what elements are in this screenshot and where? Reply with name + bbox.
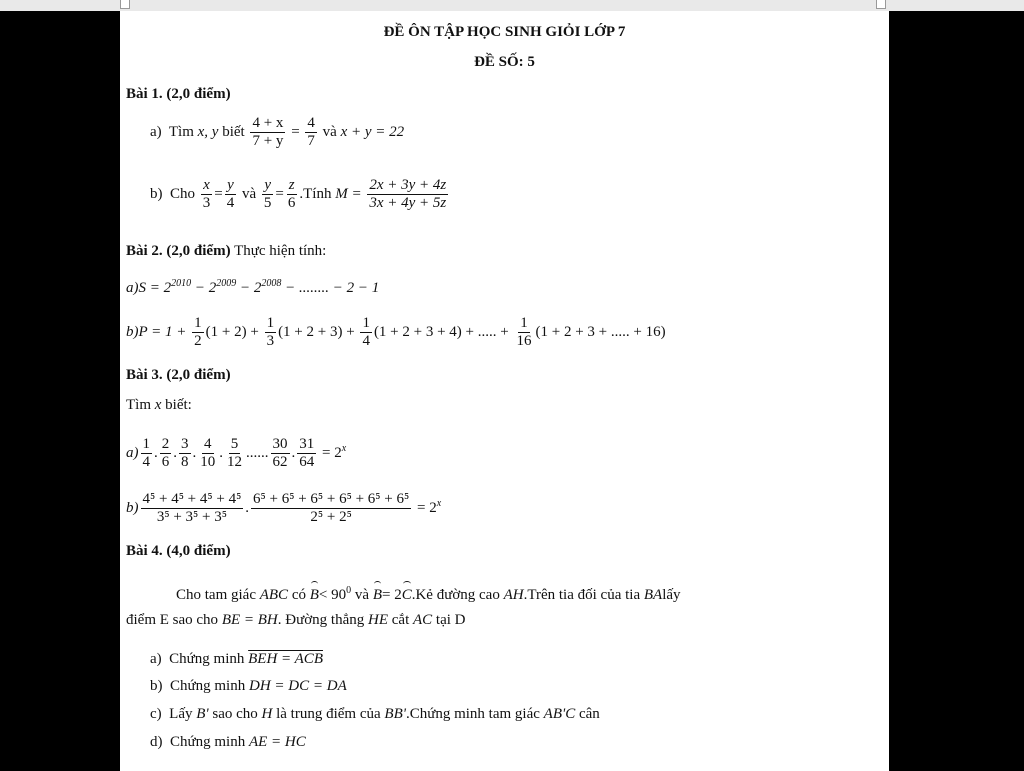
bai4-paragraph-2 <box>126 611 465 629</box>
bai3-a <box>126 436 346 471</box>
fraction: $\frac{5}{12}$ <box>227 436 242 470</box>
fraction: $\frac{1}{2}$ <box>194 315 202 349</box>
math: BA <box>643 587 663 603</box>
text: và <box>322 123 337 140</box>
fraction: $\frac{x}{3}$ <box>202 177 211 211</box>
bai3-intro <box>126 396 192 414</box>
bai2-a <box>126 275 379 297</box>
math-vars: x, y <box>197 123 219 140</box>
math: P = 1 + <box>138 323 187 340</box>
math: BE = BH <box>221 612 278 628</box>
math: BB' <box>384 706 406 722</box>
item-label: a) <box>126 280 139 296</box>
top-toolbar-strip <box>0 0 1024 11</box>
text: biết <box>222 123 245 140</box>
text: Lấy <box>169 706 193 722</box>
text: .Tính <box>299 185 332 202</box>
fraction: $\frac{4}{7}$ <box>307 115 315 149</box>
text: tại D <box>435 612 466 628</box>
text: Tìm <box>126 397 151 413</box>
bai4-item-a <box>150 650 323 668</box>
item-label: d) <box>150 734 163 750</box>
ruler-marker-right[interactable] <box>876 0 886 9</box>
math: B' <box>196 706 209 722</box>
bai4-paragraph-1 <box>176 582 681 604</box>
math-angle: B <box>309 587 319 603</box>
text: và <box>354 587 370 603</box>
math: (1 + 2 + 3) + <box>278 323 355 340</box>
text: Cho tam giác <box>176 587 256 603</box>
fraction: $\frac{4}{10}$ <box>200 436 216 470</box>
fraction: $\frac{1}{4}$ <box>142 436 150 470</box>
item-label: b) <box>126 499 139 516</box>
bai4-item-b <box>150 677 347 695</box>
fraction: $\frac{\text{4⁵ + 4⁵ + 4⁵ + 4⁵}}{\text{3⁵ + 3⁵ + 3⁵}}$ <box>142 491 242 525</box>
text: cân <box>578 706 600 722</box>
math: AC <box>412 612 433 628</box>
fraction: $\frac{31}{64}$ <box>299 436 315 470</box>
text: . Đường thẳng <box>277 612 365 628</box>
math-condition: x + y = 22 <box>340 123 405 140</box>
fraction-list: $\frac{1}{4}$ . $\frac{2}{6}$ . $\frac{3}{8}$ . $\frac{4}{10}$ . $\frac{5}{12}$ <box>142 436 242 470</box>
math-angle: B <box>372 587 382 603</box>
bai4-item-d <box>150 733 306 751</box>
fraction: $\frac{2x + 3y + 4z}{3x + 4y + 5z}$ <box>369 177 447 211</box>
item-label: b) <box>126 323 139 340</box>
fraction: $\frac{y}{4}$ <box>226 177 235 211</box>
math: = 2 <box>416 499 437 516</box>
dots: ...... <box>246 444 269 461</box>
ruler-marker-left[interactable] <box>120 0 130 9</box>
fraction: $\frac{z}{6}$ <box>287 177 296 211</box>
text: là trung điểm của <box>276 706 381 722</box>
bai3-b: b) $\frac{\text{4⁵ + 4⁵ + 4⁵ + 4⁵}}{\text{3⁵ + 3⁵ + 3⁵}}$ . $\frac{\text{6⁵ + 6⁵ + 6⁵ + 6⁵ + 6⁵ + 6⁵}}{\text{2⁵ + 2⁵}}$ = $2^x$ <box>126 491 442 525</box>
math: DH = DC = DA <box>248 678 347 694</box>
bai3-heading: Bài 3. (2,0 điểm) <box>126 367 231 383</box>
item-label: a) <box>150 123 162 140</box>
text: Thực hiện tính: <box>234 243 327 259</box>
text: Tìm <box>168 123 194 140</box>
fraction: $\frac{y}{5}$ <box>263 177 272 211</box>
item-label: b) <box>150 678 163 694</box>
text: Chứng minh <box>170 734 246 750</box>
fraction-list: $\frac{30}{62}$ . $\frac{31}{64}$ <box>272 436 315 470</box>
math-angle: C <box>401 587 412 603</box>
math: ABC <box>259 587 289 603</box>
exponent: 2009 <box>216 278 237 289</box>
document-subtitle: ĐỀ SỐ: 5 <box>474 54 535 70</box>
bai2-heading-line <box>126 242 326 260</box>
fraction: $\frac{\text{6⁵ + 6⁵ + 6⁵ + 6⁵ + 6⁵ + 6⁵}}{\text{2⁵ + 2⁵}}$ <box>253 491 410 525</box>
item-label: a) <box>150 651 162 667</box>
text: và <box>241 185 257 202</box>
text: cắt <box>391 612 410 628</box>
math: − ........ − 2 − 1 <box>281 280 380 296</box>
math: = 2 <box>322 444 342 461</box>
math: AB'C <box>543 706 576 722</box>
bai1-heading: Bài 1. (2,0 điểm) <box>126 86 231 102</box>
math: HE <box>368 612 388 628</box>
fraction: $\frac{1}{4}$ <box>362 315 370 349</box>
fraction: $\frac{2}{6}$ <box>161 436 170 470</box>
math: AE = HC <box>248 734 306 750</box>
exponent: 0 <box>346 585 352 596</box>
math-x: x <box>154 397 162 413</box>
item-label: c) <box>150 706 162 722</box>
text: .Trên tia đối của tia <box>523 587 641 603</box>
text: có <box>291 587 306 603</box>
fraction: $\frac{3}{8}$ <box>181 436 189 470</box>
text: sao cho <box>212 706 258 722</box>
text: Chứng minh <box>169 651 245 667</box>
item-label: b) <box>150 185 163 202</box>
math: AH <box>503 587 524 603</box>
math: − 2 <box>236 280 262 296</box>
text: lấy <box>662 587 681 603</box>
math: BEH = ACB <box>248 651 323 667</box>
text: Chứng minh <box>170 678 246 694</box>
text: Cho <box>170 185 196 202</box>
document-page <box>120 11 889 771</box>
fraction: $\frac{1}{3}$ <box>266 315 275 349</box>
text: .Chứng minh tam giác <box>405 706 540 722</box>
bai2-b <box>126 315 666 350</box>
math: < 90 <box>318 587 347 603</box>
text: .Kẻ đường cao <box>411 587 500 603</box>
fraction: $\frac{1}{16}$ <box>516 315 532 349</box>
exponent: x <box>341 442 347 454</box>
math: (1 + 2) + <box>205 323 259 340</box>
bai4-item-c <box>150 705 600 723</box>
exponent: 2008 <box>261 278 282 289</box>
math: S = 2 <box>138 280 172 296</box>
math-M: M = <box>335 185 362 202</box>
fraction: $\frac{30}{62}$ <box>272 436 288 470</box>
bai1-b: b) Cho $\frac{x}{3}$ = $\frac{y}{4}$ và $\frac{y}{5}$ = $\frac{z}{6}$ .Tính M = $\frac{2x + 3y + 4z}{3x + 4y + 5z}$ <box>150 177 447 211</box>
text: biết: <box>165 397 192 413</box>
math: = 2 <box>381 587 402 603</box>
item-label: a) <box>126 444 139 461</box>
bai2-heading: Bài 2. (2,0 điểm) <box>126 243 231 259</box>
exponent: x <box>436 497 442 509</box>
math: H <box>261 706 273 722</box>
fraction: $\frac{4 + x}{7 + y}$ <box>252 115 284 149</box>
math: (1 + 2 + 3 + ..... + 16) <box>535 323 666 340</box>
exponent: 2010 <box>171 278 192 289</box>
bai1-a <box>150 115 404 150</box>
math: (1 + 2 + 3 + 4) + ..... + <box>373 323 509 340</box>
bai4-heading: Bài 4. (4,0 điểm) <box>126 543 231 559</box>
document-title: ĐỀ ÔN TẬP HỌC SINH GIỎI LỚP 7 <box>383 24 626 40</box>
equals: = <box>291 123 300 140</box>
text: điểm E sao cho <box>126 612 219 628</box>
math: − 2 <box>191 280 217 296</box>
